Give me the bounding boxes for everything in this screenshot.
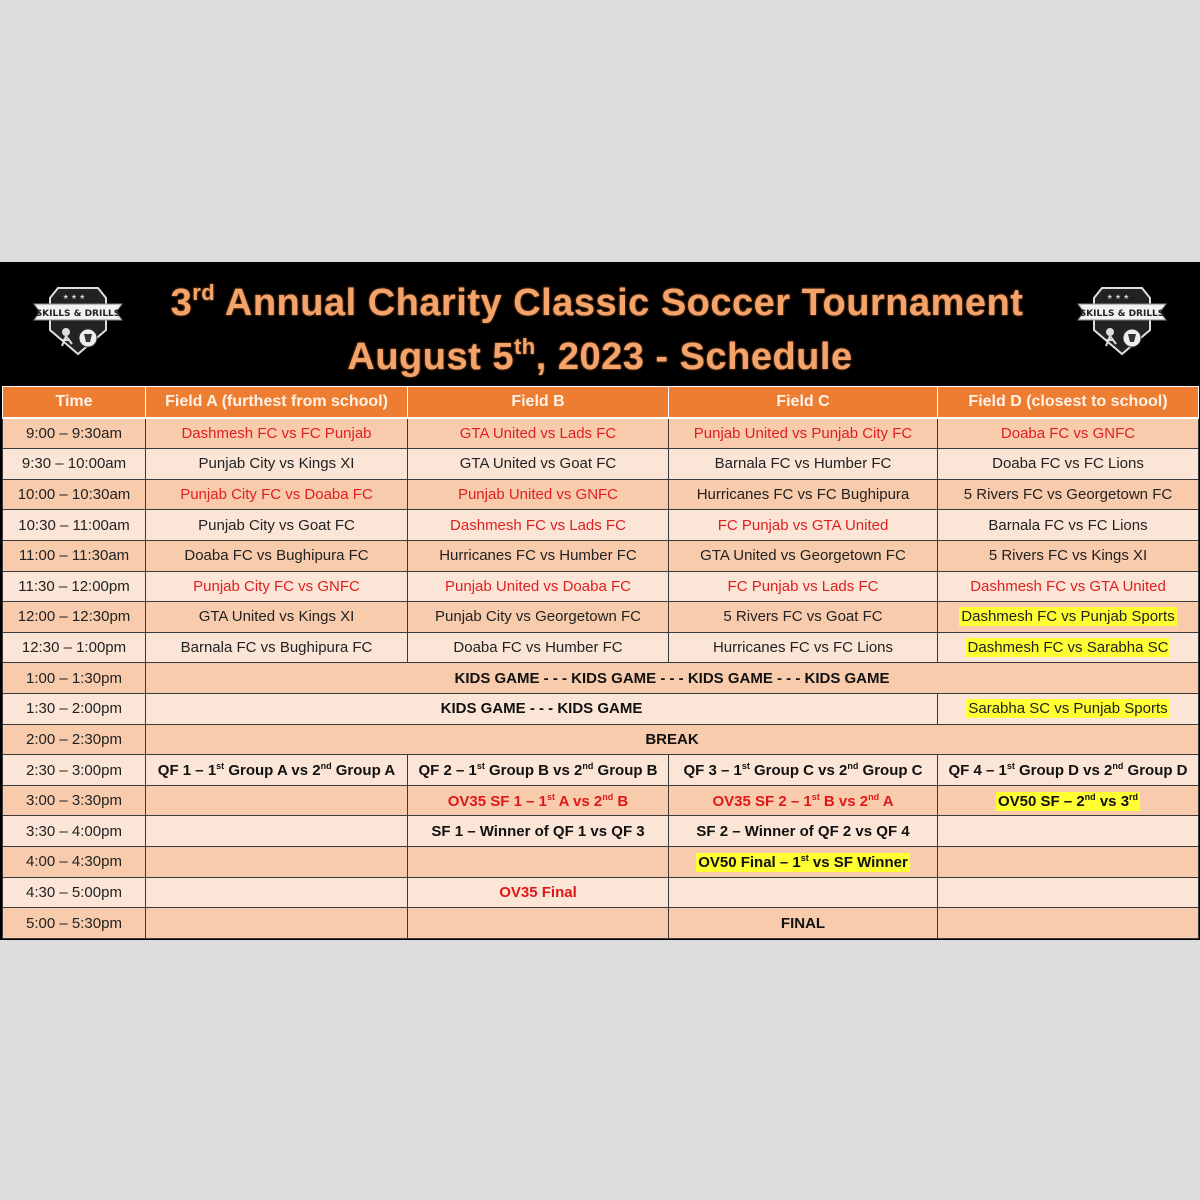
empty-cell: [146, 847, 408, 878]
time-cell: 9:30 – 10:00am: [3, 449, 146, 480]
empty-cell: [938, 877, 1199, 908]
match-cell: Barnala FC vs FC Lions: [938, 510, 1199, 541]
time-cell: 12:00 – 12:30pm: [3, 602, 146, 633]
table-row: [3, 418, 1199, 449]
empty-cell: [938, 847, 1199, 878]
poster-header: [0, 262, 1200, 386]
empty-cell: [669, 877, 938, 908]
match-cell: 5 Rivers FC vs Goat FC: [669, 602, 938, 633]
match-cell: Dashmesh FC vs GTA United: [938, 571, 1199, 602]
match-cell: [938, 632, 1199, 663]
table-row: [3, 632, 1199, 663]
highlighted-match: Sarabha SC vs Punjab Sports: [968, 700, 1168, 718]
time-cell: 4:00 – 4:30pm: [3, 847, 146, 878]
poster-subtitle: August 5th, 2023 - Schedule: [347, 334, 853, 378]
empty-cell: [146, 785, 408, 816]
match-cell: Punjab United vs GNFC: [408, 479, 669, 510]
time-cell: 2:30 – 3:00pm: [3, 755, 146, 786]
time-cell: 5:00 – 5:30pm: [3, 908, 146, 939]
table-row: [3, 693, 1199, 724]
col-header-field-c: Field C: [669, 387, 938, 419]
svg-text:SKILLS & DRILLS: SKILLS & DRILLS: [35, 309, 121, 319]
table-row: [3, 571, 1199, 602]
time-cell: 9:00 – 9:30am: [3, 418, 146, 449]
time-cell: 3:00 – 3:30pm: [3, 785, 146, 816]
match-cell: Hurricanes FC vs FC Bughipura: [669, 479, 938, 510]
highlighted-match: OV50 Final – 1st vs SF Winner: [698, 852, 908, 871]
col-header-field-b: Field B: [408, 387, 669, 419]
table-row: [3, 602, 1199, 633]
table-row: [3, 755, 1199, 786]
match-cell: Doaba FC vs Humber FC: [408, 632, 669, 663]
match-cell: 5 Rivers FC vs Kings XI: [938, 540, 1199, 571]
table-row: [3, 479, 1199, 510]
time-cell: 1:30 – 2:00pm: [3, 693, 146, 724]
kids-game-cell: KIDS GAME - - - KIDS GAME - - - KIDS GAME - - - KIDS GAME: [146, 663, 1199, 694]
semifinal-cell: OV35 SF 1 – 1st A vs 2nd B: [408, 785, 669, 816]
col-header-time: Time: [3, 387, 146, 419]
table-row: [3, 663, 1199, 694]
svg-text:★ ★ ★: ★ ★ ★: [1106, 294, 1130, 301]
match-cell: Doaba FC vs GNFC: [938, 418, 1199, 449]
time-cell: 1:00 – 1:30pm: [3, 663, 146, 694]
table-row: [3, 877, 1199, 908]
match-cell: GTA United vs Goat FC: [408, 449, 669, 480]
time-cell: 11:00 – 11:30am: [3, 540, 146, 571]
skills-drills-logo: [1074, 280, 1170, 360]
match-cell: GTA United vs Lads FC: [408, 418, 669, 449]
table-row: [3, 785, 1199, 816]
match-cell: Barnala FC vs Bughipura FC: [146, 632, 408, 663]
match-cell: GTA United vs Georgetown FC: [669, 540, 938, 571]
col-header-field-a: Field A (furthest from school): [146, 387, 408, 419]
highlighted-match: OV50 SF – 2nd vs 3rd: [997, 791, 1139, 810]
match-cell: Punjab United vs Punjab City FC: [669, 418, 938, 449]
match-cell: Punjab City FC vs Doaba FC: [146, 479, 408, 510]
match-cell: [938, 693, 1199, 724]
match-cell: Punjab City vs Georgetown FC: [408, 602, 669, 633]
match-cell: Doaba FC vs FC Lions: [938, 449, 1199, 480]
match-cell: Punjab United vs Doaba FC: [408, 571, 669, 602]
table-row: [3, 908, 1199, 939]
semifinal-cell: OV35 SF 2 – 1st B vs 2nd A: [669, 785, 938, 816]
svg-text:SKILLS & DRILLS: SKILLS & DRILLS: [1079, 309, 1165, 319]
quarterfinal-cell: QF 4 – 1st Group D vs 2nd Group D: [938, 755, 1199, 786]
final-cell: FINAL: [669, 908, 938, 939]
match-cell: Punjab City vs Kings XI: [146, 449, 408, 480]
match-cell: 5 Rivers FC vs Georgetown FC: [938, 479, 1199, 510]
match-cell: FC Punjab vs Lads FC: [669, 571, 938, 602]
match-cell: Hurricanes FC vs Humber FC: [408, 540, 669, 571]
kids-game-cell: KIDS GAME - - - KIDS GAME: [146, 693, 938, 724]
match-cell: Dashmesh FC vs Lads FC: [408, 510, 669, 541]
match-cell: Punjab City vs Goat FC: [146, 510, 408, 541]
match-cell: Hurricanes FC vs FC Lions: [669, 632, 938, 663]
table-row: [3, 449, 1199, 480]
match-cell: Doaba FC vs Bughipura FC: [146, 540, 408, 571]
match-cell: GTA United vs Kings XI: [146, 602, 408, 633]
quarterfinal-cell: QF 3 – 1st Group C vs 2nd Group C: [669, 755, 938, 786]
highlighted-match: Dashmesh FC vs Punjab Sports: [961, 608, 1175, 626]
empty-cell: [146, 816, 408, 847]
table-row: [3, 510, 1199, 541]
schedule-poster: [0, 262, 1200, 940]
table-header-row: [3, 387, 1199, 419]
empty-cell: [938, 816, 1199, 847]
break-cell: BREAK: [146, 724, 1199, 755]
table-row: [3, 847, 1199, 878]
empty-cell: [408, 847, 669, 878]
time-cell: 3:30 – 4:00pm: [3, 816, 146, 847]
semifinal-cell: SF 1 – Winner of QF 1 vs QF 3: [408, 816, 669, 847]
time-cell: 4:30 – 5:00pm: [3, 877, 146, 908]
empty-cell: [146, 877, 408, 908]
semifinal-cell: SF 2 – Winner of QF 2 vs QF 4: [669, 816, 938, 847]
empty-cell: [938, 908, 1199, 939]
table-row: [3, 816, 1199, 847]
match-cell: Dashmesh FC vs FC Punjab: [146, 418, 408, 449]
match-cell: [938, 602, 1199, 633]
schedule-table: [2, 386, 1199, 939]
col-header-field-d: Field D (closest to school): [938, 387, 1199, 419]
final-cell: OV35 Final: [408, 877, 669, 908]
final-cell: [669, 847, 938, 878]
time-cell: 10:00 – 10:30am: [3, 479, 146, 510]
svg-text:★ ★ ★: ★ ★ ★: [62, 294, 86, 301]
match-cell: FC Punjab vs GTA United: [669, 510, 938, 541]
table-row: [3, 540, 1199, 571]
time-cell: 10:30 – 11:00am: [3, 510, 146, 541]
quarterfinal-cell: QF 1 – 1st Group A vs 2nd Group A: [146, 755, 408, 786]
empty-cell: [408, 908, 669, 939]
time-cell: 11:30 – 12:00pm: [3, 571, 146, 602]
semifinal-cell: [938, 785, 1199, 816]
table-row: [3, 724, 1199, 755]
quarterfinal-cell: QF 2 – 1st Group B vs 2nd Group B: [408, 755, 669, 786]
highlighted-match: Dashmesh FC vs Sarabha SC: [967, 639, 1169, 657]
match-cell: Punjab City FC vs GNFC: [146, 571, 408, 602]
match-cell: Barnala FC vs Humber FC: [669, 449, 938, 480]
empty-cell: [146, 908, 408, 939]
time-cell: 12:30 – 1:00pm: [3, 632, 146, 663]
time-cell: 2:00 – 2:30pm: [3, 724, 146, 755]
poster-title: 3rd Annual Charity Classic Soccer Tournament: [170, 280, 1024, 324]
